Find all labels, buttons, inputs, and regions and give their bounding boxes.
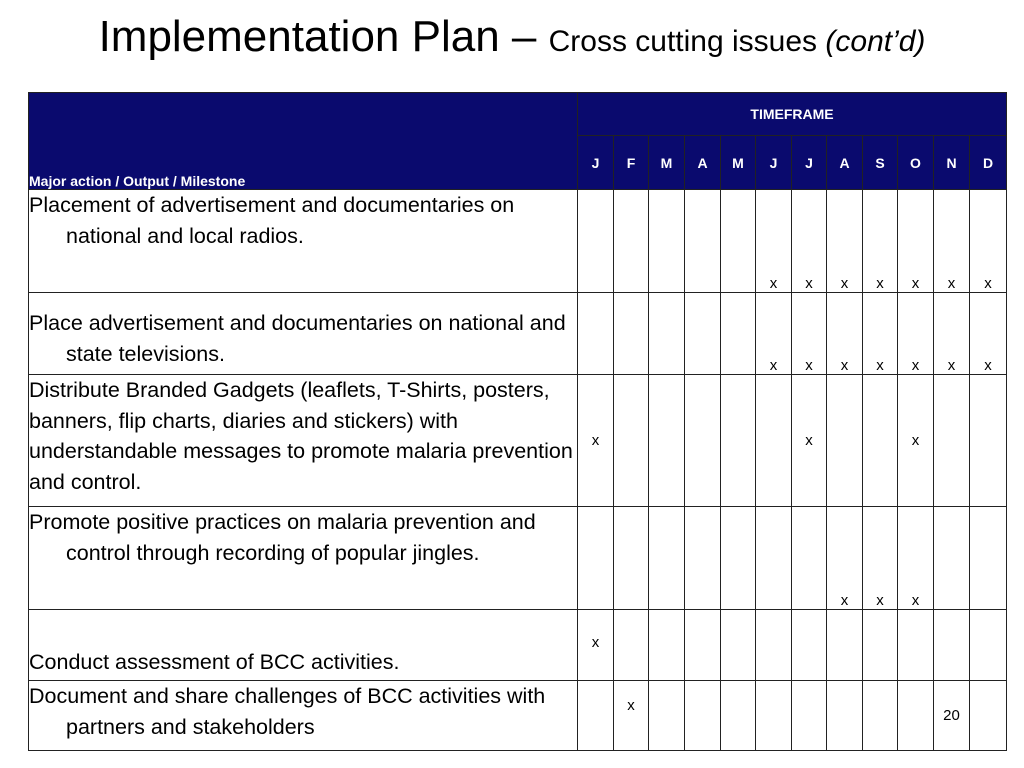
timeframe-cell: x — [792, 190, 827, 293]
title-main: Implementation Plan – — [98, 12, 549, 61]
timeframe-cell — [649, 610, 685, 681]
table-row — [29, 610, 1007, 681]
month-header-jun: J — [756, 136, 792, 190]
timeframe-cell — [898, 610, 934, 681]
timeframe-cell — [756, 507, 792, 610]
timeframe-cell: x — [898, 190, 934, 293]
timeframe-cell — [756, 610, 792, 681]
timeframe-cell — [649, 293, 685, 375]
table-row — [29, 190, 1007, 293]
table-row — [29, 507, 1007, 610]
timeframe-cell — [863, 610, 898, 681]
timeframe-cell — [685, 507, 721, 610]
timeframe-cell — [792, 681, 827, 751]
action-cell — [29, 610, 578, 681]
timeframe-cell — [756, 375, 792, 507]
timeframe-cell: x — [898, 293, 934, 375]
timeframe-cell — [970, 375, 1007, 507]
action-text: Place advertisement and documentaries on national and state televisions. — [29, 311, 566, 366]
action-cell — [29, 293, 578, 375]
timeframe-cell — [970, 681, 1007, 751]
timeframe-cell — [614, 610, 649, 681]
timeframe-cell — [721, 507, 756, 610]
timeframe-cell: x — [792, 293, 827, 375]
timeframe-cell — [827, 610, 863, 681]
table-row — [29, 375, 1007, 507]
timeframe-cell: x — [863, 190, 898, 293]
timeframe-cell: x — [827, 190, 863, 293]
timeframe-cell — [614, 190, 649, 293]
timeframe-cell — [827, 681, 863, 751]
timeframe-cell — [578, 507, 614, 610]
timeframe-cell — [721, 610, 756, 681]
action-cell — [29, 190, 578, 293]
month-header-feb: F — [614, 136, 649, 190]
timeframe-header: TIMEFRAME — [578, 93, 1007, 136]
timeframe-cell — [863, 681, 898, 751]
timeframe-cell: x — [970, 190, 1007, 293]
month-header-jan: J — [578, 136, 614, 190]
timeframe-cell — [827, 375, 863, 507]
timeframe-cell — [970, 507, 1007, 610]
timeframe-cell — [863, 375, 898, 507]
timeframe-cell — [649, 507, 685, 610]
timeframe-cell — [934, 610, 970, 681]
timeframe-cell — [578, 681, 614, 751]
timeframe-cell: x — [756, 190, 792, 293]
timeframe-cell — [756, 681, 792, 751]
month-header-dec: D — [970, 136, 1007, 190]
slide-title — [0, 12, 1024, 68]
month-header-aug: A — [827, 136, 863, 190]
timeframe-cell — [614, 507, 649, 610]
timeframe-cell: x — [934, 190, 970, 293]
timeframe-cell — [649, 681, 685, 751]
timeframe-cell — [614, 375, 649, 507]
timeframe-cell — [792, 507, 827, 610]
timeframe-cell — [721, 375, 756, 507]
month-header-oct: O — [898, 136, 934, 190]
month-header-apr: A — [685, 136, 721, 190]
action-text: Promote positive practices on malaria prevention and control through recording of popular jingles. — [29, 510, 536, 565]
timeframe-cell — [614, 293, 649, 375]
timeframe-cell — [649, 190, 685, 293]
timeframe-cell: x — [934, 293, 970, 375]
timeframe-cell: x — [578, 610, 614, 681]
timeframe-cell: x — [792, 375, 827, 507]
month-header-mar: M — [649, 136, 685, 190]
timeframe-cell: x — [863, 507, 898, 610]
timeframe-cell: x — [898, 375, 934, 507]
timeframe-cell: x — [827, 507, 863, 610]
timeframe-cell — [721, 681, 756, 751]
table-row — [29, 293, 1007, 375]
table-row — [29, 681, 1007, 751]
page-number: 20 — [934, 681, 970, 751]
month-header-jul: J — [792, 136, 827, 190]
title-sub: Cross cutting issues — [548, 25, 826, 58]
timeframe-cell: x — [614, 681, 649, 751]
month-header-nov: N — [934, 136, 970, 190]
action-cell — [29, 681, 578, 751]
timeframe-cell — [934, 375, 970, 507]
timeframe-cell: x — [827, 293, 863, 375]
timeframe-cell — [685, 610, 721, 681]
timeframe-cell: x — [578, 375, 614, 507]
timeframe-cell — [578, 190, 614, 293]
timeframe-cell: x — [970, 293, 1007, 375]
action-text: Conduct assessment of BCC activities. — [29, 649, 400, 674]
timeframe-cell — [898, 681, 934, 751]
major-action-header: Major action / Output / Milestone — [29, 93, 578, 190]
timeframe-cell — [685, 681, 721, 751]
timeframe-cell — [578, 293, 614, 375]
month-header-may: M — [721, 136, 756, 190]
month-header-sep: S — [863, 136, 898, 190]
action-cell — [29, 507, 578, 610]
timeframe-cell: x — [756, 293, 792, 375]
timeframe-cell — [970, 610, 1007, 681]
timeframe-cell — [721, 293, 756, 375]
timeframe-cell: x — [898, 507, 934, 610]
timeframe-cell — [685, 293, 721, 375]
action-text: Distribute Branded Gadgets (leaflets, T-Shirts, posters, banners, flip charts, diaries and stickers) with understandable messages to promote malaria prevention and control. — [29, 378, 573, 494]
timeframe-cell — [685, 190, 721, 293]
implementation-plan-table — [28, 92, 1007, 751]
action-text: Placement of advertisement and documentaries on national and local radios. — [29, 193, 515, 248]
title-italic: (cont’d) — [825, 25, 926, 58]
action-cell — [29, 375, 578, 507]
timeframe-cell — [792, 610, 827, 681]
timeframe-cell — [934, 507, 970, 610]
timeframe-cell — [685, 375, 721, 507]
timeframe-cell: x — [863, 293, 898, 375]
timeframe-cell — [721, 190, 756, 293]
timeframe-cell — [649, 375, 685, 507]
action-text: Document and share challenges of BCC activities with partners and stakeholders — [29, 684, 546, 739]
